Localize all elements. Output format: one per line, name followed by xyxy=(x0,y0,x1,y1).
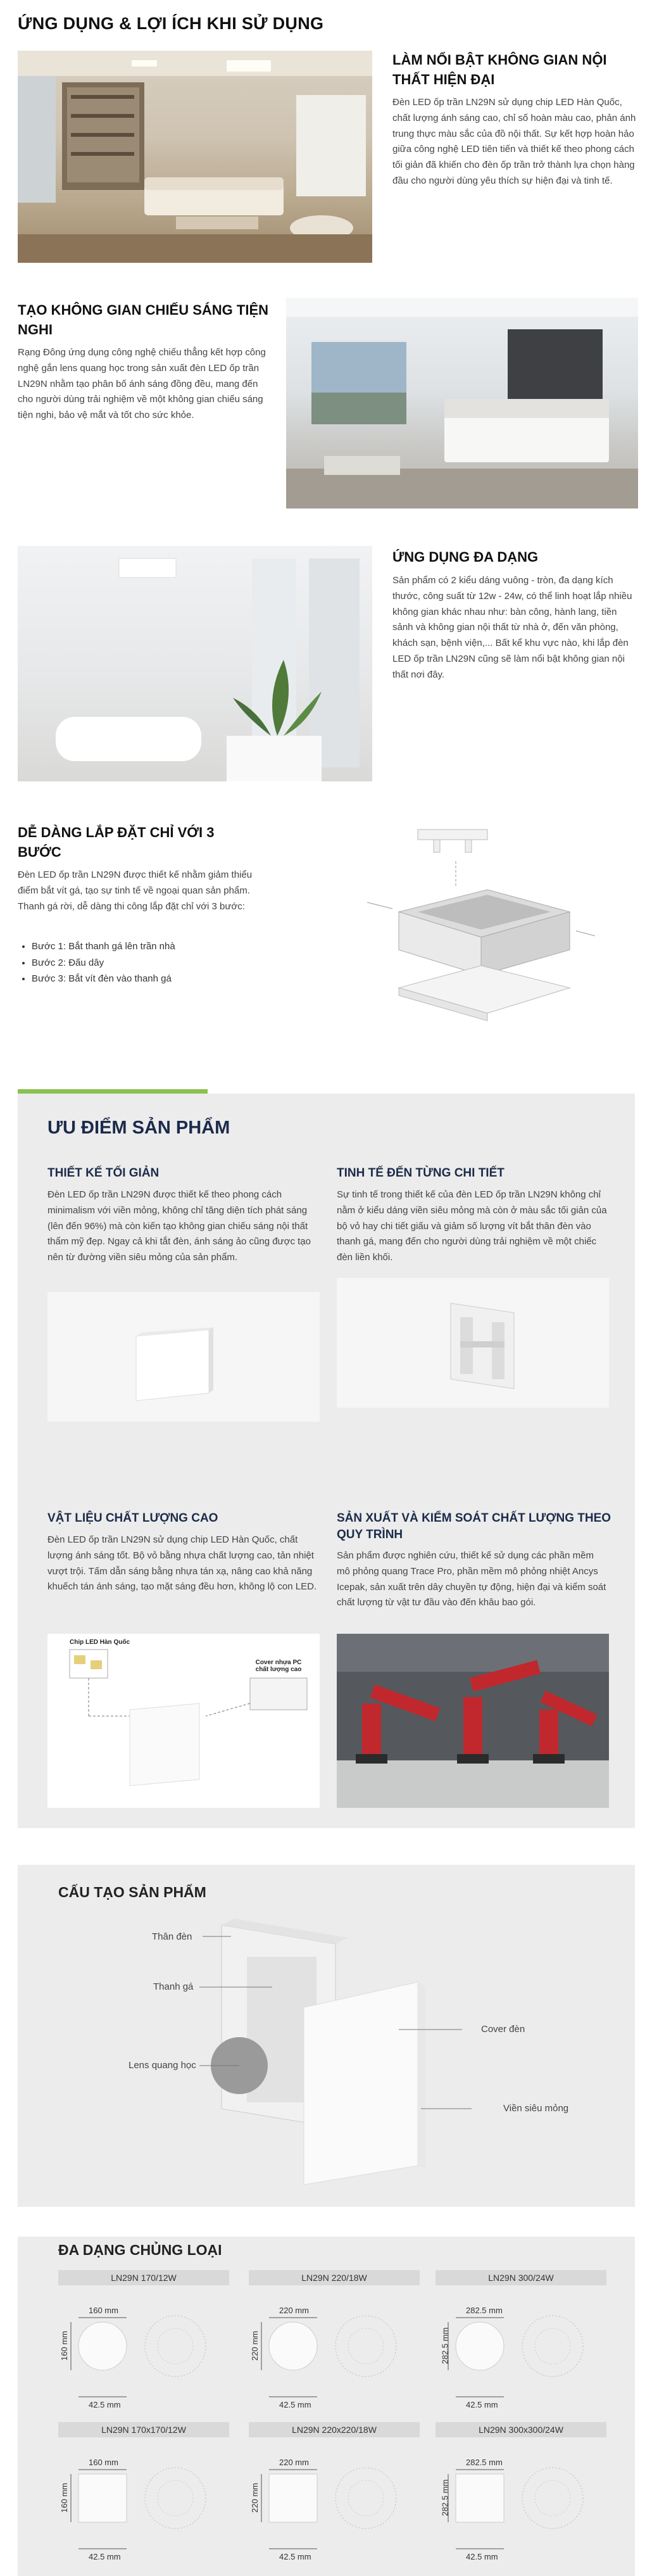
label-thanh-ga: Thanh gá xyxy=(153,1981,194,1992)
step-1: • Bước 1: Bắt thanh gá lên trần nhà xyxy=(32,938,271,955)
page-heading: ỨNG DỤNG & LỢI ÍCH KHI SỬ DỤNG xyxy=(18,14,324,33)
variant-name: LN29N 300/24W xyxy=(436,2270,606,2285)
variant-name: LN29N 220x220/18W xyxy=(249,2422,420,2437)
exploded-diagram xyxy=(361,823,601,1058)
variant-card xyxy=(249,2422,420,2565)
a4-text: Sản phẩm được nghiên cứu, thiết kế sử dụng các phần mềm mô phỏng quang Trace Pro, phần mềm mô phỏng nhiệt Ancys Icepak, sản xuất trên dây chuyền tự động, hiện đại và kiểm soát chất lượng từ vật tư đầu vào đến khâu bao gói. xyxy=(337,1550,606,1608)
a2-title: TINH TẾ ĐẾN TỪNG CHI TIẾT xyxy=(337,1166,505,1180)
beam-pattern-inner xyxy=(535,2328,570,2364)
variant-drawing xyxy=(249,2438,420,2565)
depth-dim: 42.5 mm xyxy=(89,2552,121,2561)
width-dim: 220 mm xyxy=(279,2306,309,2315)
beam-pattern-inner xyxy=(348,2328,384,2364)
product-shape xyxy=(78,2322,127,2370)
depth-dim: 42.5 mm xyxy=(279,2552,311,2561)
a1-text: Đèn LED ốp trần LN29N được thiết kế theo phong cách minimalism với viền mỏng, không chỉ tăng diện tích phát sáng (lên đến 96%) mà còn kiến tạo không gian chiếu sáng nội thất thẩm mỹ đẹp. Ngay cả khi tắt đèn, ánh sáng ảo cũng được tạo nên từ đường viền siêu mỏng của sản phẩm. xyxy=(47,1189,311,1263)
step-3: • Bước 3: Bắt vít đèn vào thanh gá xyxy=(32,971,271,987)
variant-drawing xyxy=(58,2286,229,2413)
s3-text: Sản phẩm có 2 kiểu dáng vuông - tròn, đa dạng kích thước, công suất từ 12w - 24w, có thể linh hoạt lắp nhiều không gian khác nhau như: bàn công, hành lang, tiền sảnh và không gian nội thất từ nhà ở, đến văn phòng, khách sạn, bệnh viện,... Bất kể khu vực nào, khi lắp đèn LED ốp trần LN29N cũng sẽ làm nổi bật không gian nội thất nơi đây. xyxy=(392,575,632,680)
product-shape xyxy=(78,2474,127,2522)
s1-text: Đèn LED ốp trần LN29N sử dụng chip LED Hàn Quốc, chất lượng ánh sáng cao, chỉ số hoàn màu cao, phản ánh trung thực màu sắc của đồ nội thất. Sự kết hợp hoàn hảo giữa công nghệ LED tiên tiến và thiết kế theo phong cách tối giản đã khiến cho đèn ốp trần trở thành lựa chọn hàng đầu cho người dùng yêu thích sự hiện đại và tinh tế. xyxy=(392,97,636,186)
beam-pattern-inner xyxy=(535,2480,570,2516)
variant-drawing xyxy=(436,2438,606,2565)
beam-pattern xyxy=(522,2468,583,2529)
depth-dim: 42.5 mm xyxy=(466,2400,498,2409)
beam-pattern-inner xyxy=(348,2480,384,2516)
beam-pattern xyxy=(145,2468,206,2529)
a2-text: Sự tinh tế trong thiết kế của đèn LED ốp trần LN29N không chỉ nằm ở kiểu dáng viền siêu mỏng mà còn ở màu sắc tối giản của bộ vỏ hay chi tiết giấu và giảm số lượng vít bắt thân đèn vào thanh gá, mang đến cho người dùng trải nghiệm về một chiếc đèn liền khối. xyxy=(337,1189,607,1263)
s3-title: ỨNG DỤNG ĐA DẠNG xyxy=(392,549,539,565)
beam-pattern xyxy=(335,2468,396,2529)
variant-name: LN29N 170x170/12W xyxy=(58,2422,229,2437)
width-dim: 160 mm xyxy=(89,2458,118,2467)
s4-text: Đèn LED ốp trần LN29N được thiết kế nhằm giảm thiểu điểm bắt vít gá, tạo sự tinh tế về ngoại quan sản phẩm. Thanh gá rời, dễ dàng thi công lắp đặt chỉ với 3 bước: xyxy=(18,869,253,912)
factory-image xyxy=(337,1634,609,1808)
cover-label: Cover nhựa PC chất lượng cao xyxy=(255,1659,302,1673)
bathroom-image xyxy=(18,546,372,781)
step-2: • Bước 2: Đấu dây xyxy=(32,955,271,971)
label-lens: Lens quang học xyxy=(129,2060,196,2071)
depth-dim: 42.5 mm xyxy=(466,2552,498,2561)
variants-title: ĐA DẠNG CHỦNG LOẠI xyxy=(58,2242,222,2258)
a3-text: Đèn LED ốp trần LN29N sử dụng chip LED Hàn Quốc, chất lượng ánh sáng tốt. Bộ vỏ bằng nhựa chất lượng cao, tản nhiệt vượt trội. Tấm dẫn sáng bằng nhựa tán xạ, nâng cao khả năng khuếch tán ánh sáng, tạo mặt sáng đều hơn, không lộ con LED. xyxy=(47,1534,317,1593)
variant-drawing xyxy=(249,2286,420,2413)
s2-title: TẠO KHÔNG GIAN CHIẾU SÁNG TIỆN NGHI xyxy=(18,302,269,338)
variant-name: LN29N 170/12W xyxy=(58,2270,229,2285)
s4-title: DỄ DÀNG LẮP ĐẶT CHỈ VỚI 3 BƯỚC xyxy=(18,824,215,860)
beam-pattern-inner xyxy=(158,2480,193,2516)
variant-card xyxy=(249,2270,420,2413)
height-dim: 160 mm xyxy=(59,2483,69,2513)
materials-image xyxy=(47,1634,320,1808)
product-shape xyxy=(456,2322,504,2370)
depth-dim: 42.5 mm xyxy=(279,2400,311,2409)
width-dim: 160 mm xyxy=(89,2306,118,2315)
height-dim: 282.5 mm xyxy=(440,2479,450,2516)
s2-text: Rạng Đông ứng dụng công nghệ chiếu thẳng kết hợp công nghệ gắn lens quang học trong sản xuất đèn LED ốp trần LN29N nhằm tạo phân bố ánh sáng đồng đều, mang đến cho người dùng trải nghiệm về một không gian chiếu sáng tiện nghi, bảo vệ mắt và tốt cho sức khỏe. xyxy=(18,347,266,420)
product-shape xyxy=(269,2474,317,2522)
variant-card xyxy=(58,2270,229,2413)
product-shape xyxy=(456,2474,504,2522)
a4-title: SẢN XUẤT VÀ KIỂM SOÁT CHẤT LƯỢNG THEO QUY TRÌNH xyxy=(337,1512,611,1541)
label-cover: Cover đèn xyxy=(481,2024,525,2035)
variant-card xyxy=(436,2422,606,2565)
label-than-den: Thân đèn xyxy=(152,1931,192,1942)
height-dim: 160 mm xyxy=(59,2331,69,2361)
variant-card xyxy=(436,2270,606,2413)
label-vien: Viền siêu mỏng xyxy=(503,2103,569,2114)
structure-title: CẤU TẠO SẢN PHẨM xyxy=(58,1884,206,1900)
variant-drawing xyxy=(436,2286,606,2413)
depth-dim: 42.5 mm xyxy=(89,2400,121,2409)
a1-title: THIẾT KẾ TỐI GIẢN xyxy=(47,1166,160,1180)
beam-pattern xyxy=(335,2316,396,2377)
height-dim: 220 mm xyxy=(249,2483,260,2513)
variant-name: LN29N 300x300/24W xyxy=(436,2422,606,2437)
variant-name: LN29N 220/18W xyxy=(249,2270,420,2285)
s1-title: LÀM NỔI BẬT KHÔNG GIAN NỘI THẤT HIỆN ĐẠI xyxy=(392,52,607,87)
variant-card xyxy=(58,2422,229,2565)
a3-title: VẬT LIỆU CHẤT LƯỢNG CAO xyxy=(47,1512,218,1525)
living-room-image xyxy=(18,51,372,263)
width-dim: 282.5 mm xyxy=(466,2306,503,2315)
beam-pattern xyxy=(522,2316,583,2377)
beam-pattern xyxy=(145,2316,206,2377)
beam-pattern-inner xyxy=(158,2328,193,2364)
height-dim: 220 mm xyxy=(249,2331,260,2361)
accent-bar xyxy=(18,1089,208,1094)
product-shape xyxy=(269,2322,317,2370)
bedroom-image xyxy=(286,298,638,508)
chip-label: Chip LED Hàn Quốc xyxy=(70,1639,130,1646)
structure-diagram xyxy=(127,1919,519,2185)
minimal-design-image xyxy=(47,1292,320,1422)
height-dim: 282.5 mm xyxy=(440,2327,450,2364)
detail-image xyxy=(337,1278,609,1408)
width-dim: 282.5 mm xyxy=(466,2458,503,2467)
advantages-title: ƯU ĐIỂM SẢN PHẨM xyxy=(47,1118,230,1138)
install-steps xyxy=(18,938,271,987)
width-dim: 220 mm xyxy=(279,2458,309,2467)
variant-drawing xyxy=(58,2438,229,2565)
